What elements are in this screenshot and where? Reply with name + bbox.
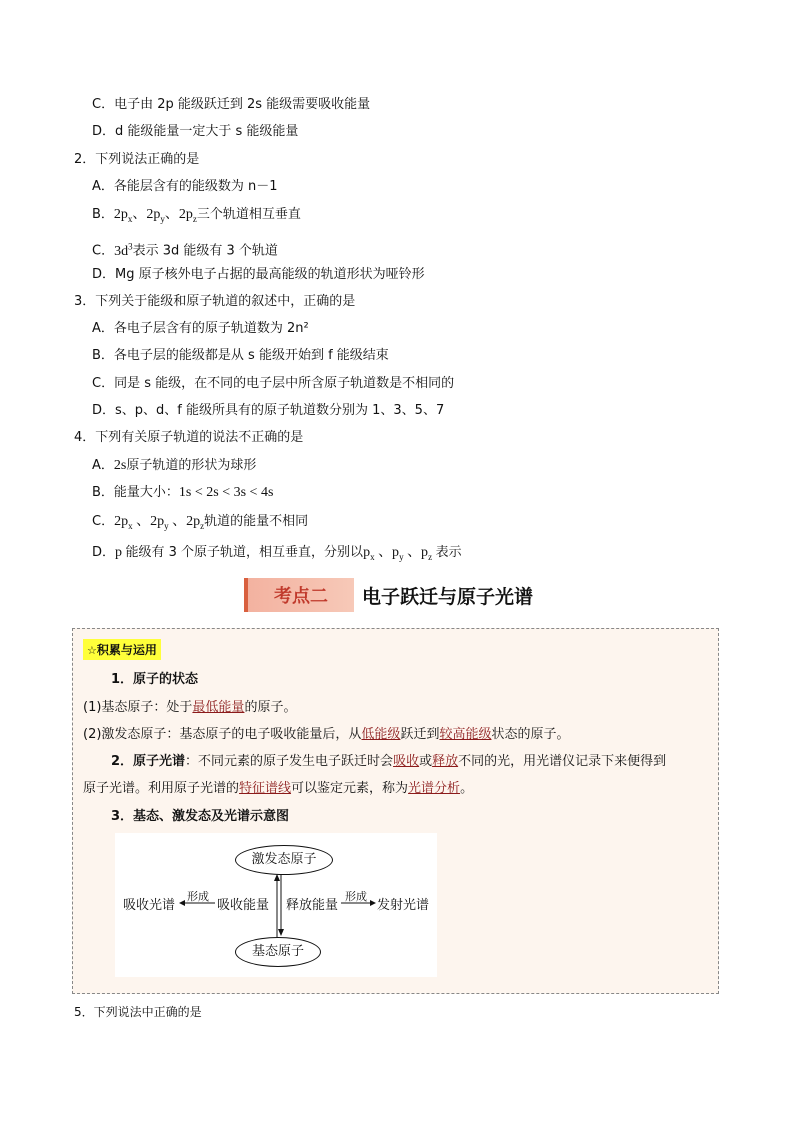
q4-option-c-suffix: 轨道的能量不相同	[204, 514, 309, 529]
q5-stem: 5．下列说法中正确的是	[74, 1005, 202, 1019]
form-label-left: 形成	[187, 890, 209, 903]
p3-underline-1: 吸收	[393, 754, 420, 769]
q2-stem: 2．下列说法正确的是	[74, 152, 200, 167]
p2-text: (2)激发态原子：基态原子的电子吸收能量后，从	[83, 727, 362, 742]
p3-text-e: 。	[460, 781, 474, 796]
q4-option-d	[92, 544, 462, 566]
p3-text-a: ：不同元素的原子发生电子跃迁时会	[185, 754, 394, 769]
p3-underline-4: 光谱分析	[408, 781, 461, 796]
q2-option-b	[92, 206, 301, 228]
q3-option-b: B．各电子层的能级都是从 s 能级开始到 f 能级结束	[92, 348, 389, 363]
p3-underline-2: 释放	[432, 754, 459, 769]
p2-text-end: 状态的原子。	[491, 727, 570, 742]
knowledge-tag	[83, 639, 161, 660]
p3-text-d: 可以鉴定元素，称为	[291, 781, 409, 796]
box-paragraph-1	[83, 699, 296, 717]
q2-option-c	[92, 237, 278, 261]
q2-option-c-prefix: C．	[92, 243, 115, 259]
p3-text-c: 原子光谱。利用原子光谱的	[83, 781, 240, 796]
q2-option-d: D．Mg 原子核外电子占据的最高能级的轨道形状为哑铃形	[92, 267, 425, 282]
orbital-formula: 2s	[113, 458, 127, 473]
p3-underline-3: 特征谱线	[239, 781, 292, 796]
excited-state-ellipse: 激发态原子	[235, 845, 333, 875]
section-badge: 考点二	[244, 578, 354, 612]
p1-text: (1)基态原子：处于	[83, 700, 193, 715]
orbital-formula: $2p_x$ 、$2p_y$ 、$2p_z$	[114, 514, 205, 531]
section-header	[244, 578, 533, 612]
p2-underline-2: 较高能级	[439, 727, 492, 742]
p1-text-end: 的原子。	[244, 700, 297, 715]
q2-option-c-suffix: 表示 3d 能级有 3 个轨道	[132, 243, 278, 259]
q2-option-b-prefix: B．	[92, 207, 114, 222]
q4-option-a-prefix: A．	[92, 458, 114, 473]
star-icon: ☆	[87, 644, 97, 657]
emission-spectrum-label: 发射光谱	[377, 898, 430, 913]
energy-order-expression: 1s < 2s < 3s < 4s	[178, 485, 274, 500]
box-heading-3: 3．基态、激发态及光谱示意图	[111, 809, 290, 824]
left-form-arrow-head	[179, 900, 185, 906]
q4-option-d-prefix: D．	[92, 545, 116, 560]
q3-option-c: C．同是 s 能级，在不同的电子层中所含原子轨道数是不相同的	[92, 376, 455, 391]
q1-option-d: D．d 能级能量一定大于 s 能级能量	[92, 124, 299, 139]
box-paragraph-2	[83, 726, 569, 744]
release-energy-label: 释放能量	[286, 898, 339, 913]
q2-option-a: A．各能层含有的能级数为 n－1	[92, 179, 278, 194]
q4-option-d-suffix: 表示	[435, 545, 462, 560]
p2-text-mid: 跃迁到	[400, 727, 440, 742]
q4-option-a-suffix: 原子轨道的形状为球形	[126, 458, 257, 473]
absorb-energy-label: 吸收能量	[217, 898, 270, 913]
p3-text-b: 不同的光，用光谱仪记录下来便得到	[458, 754, 667, 769]
orbital-formula: $p_x$ 、$p_y$ 、$p_z$	[363, 545, 433, 562]
q4-option-d-mid: 能级有 3 个原子轨道，相互垂直，分别以	[125, 545, 364, 560]
q3-option-a: A．各电子层含有的原子轨道数为 2n²	[92, 321, 309, 336]
box-heading-1: 1．原子的状态	[111, 672, 199, 687]
q4-option-b-prefix: B．能量大小：	[92, 485, 179, 500]
up-arrow-head	[274, 874, 280, 881]
p3-heading: 2．原子光谱	[111, 754, 186, 769]
p3-or: 或	[419, 754, 433, 769]
q1-option-c: C．电子由 2p 能级跃迁到 2s 能级需要吸收能量	[92, 97, 371, 112]
absorption-spectrum-label: 吸收光谱	[123, 898, 176, 913]
box-paragraph-3-cont	[83, 780, 473, 798]
orbital-formula: p	[115, 545, 126, 560]
knowledge-box	[72, 628, 719, 994]
q4-option-c-prefix: C．	[92, 514, 115, 529]
right-form-arrow-head	[370, 900, 376, 906]
ground-state-ellipse: 基态原子	[235, 937, 321, 967]
section-title: 电子跃迁与原子光谱	[362, 585, 534, 608]
form-label-right: 形成	[345, 890, 367, 903]
orbital-formula: $2p_x$、$2p_y$、$2p_z$	[113, 207, 197, 224]
down-arrow-head	[278, 929, 284, 936]
p1-underline: 最低能量	[192, 700, 245, 715]
box-paragraph-3	[111, 753, 666, 771]
knowledge-tag-label: 积累与运用	[96, 643, 157, 657]
q4-option-a	[92, 457, 256, 475]
state-spectrum-diagram	[115, 833, 437, 977]
orbital-formula: $3d^3$	[114, 241, 133, 259]
q4-option-c	[92, 513, 308, 535]
q4-stem: 4．下列有关原子轨道的说法不正确的是	[74, 430, 304, 445]
q3-stem: 3．下列关于能级和原子轨道的叙述中，正确的是	[74, 294, 356, 309]
q4-option-b	[92, 484, 273, 502]
q3-option-d: D．s、p、d、f 能级所具有的原子轨道数分别为 1、3、5、7	[92, 403, 445, 418]
q2-option-b-suffix: 三个轨道相互垂直	[196, 207, 301, 222]
p2-underline-1: 低能级	[361, 727, 401, 742]
